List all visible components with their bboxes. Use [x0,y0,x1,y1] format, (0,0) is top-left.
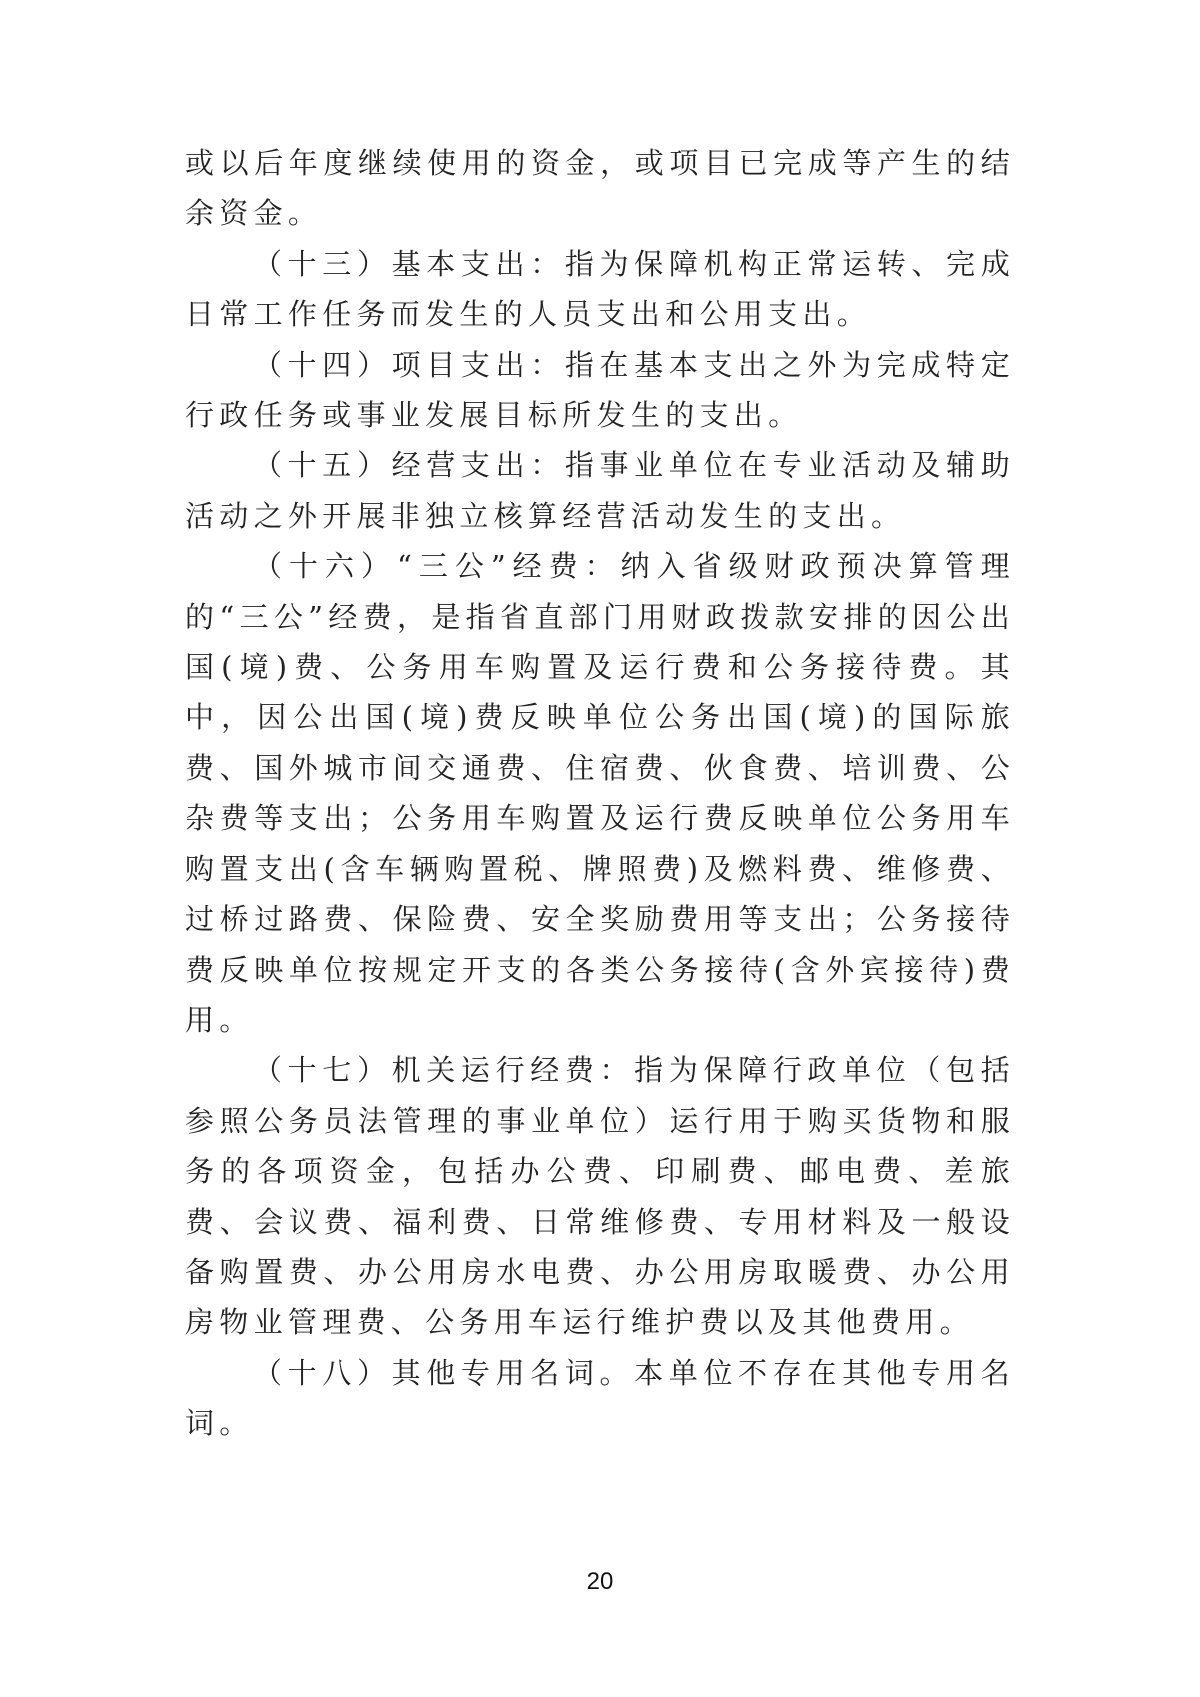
paragraph-agency-operating-funds: （十七）机关运行经费：指为保障行政单位（包括参照公务员法管理的事业单位）运行用于购买货物和服务的各项资金，包括办公费、印刷费、邮电费、差旅费、会议费、福利费、日常维修费、专用材料及一般设备购置费、办公用房水电费、办公用房取暖费、办公用房物业管理费、公务用车运行维护费以及其他费用。 [185,1053,1015,1340]
paragraph-other-terms: （十八）其他专用名词。本单位不存在其他专用名词。 [185,1355,1015,1441]
paragraph-continuation: 或以后年度继续使用的资金，或项目已完成等产生的结余资金。 [185,146,1015,231]
page-number: 20 [586,1568,614,1595]
paragraph-basic-expenditure: （十三）基本支出：指为保障机构正常运转、完成日常工作任务而发生的人员支出和公用支出。 [185,246,1015,332]
paragraph-three-public-expenses: （十六）“三公”经费：纳入省级财政预决算管理的“三公”经费，是指省直部门用财政拨款安排的因公出国(境)费、公务用车购置及运行费和公务接待费。其中，因公出国(境)费反映单位公务出国(境)的国际旅费、国外城市间交通费、住宿费、伙食费、培训费、公杂费等支出；公务用车购置及运行费反映单位公务用车购置支出(含车辆购置税、牌照费)及燃料费、维修费、过桥过路费、保险费、安全奖励费用等支出；公务接待费反映单位按规定开支的各类公务接待(含外宾接待)费用。 [185,549,1015,1037]
document-body [185,138,1015,1449]
paragraph-project-expenditure: （十四）项目支出：指在基本支出之外为完成特定行政任务或事业发展目标所发生的支出。 [185,347,1015,433]
paragraph-operating-expenditure: （十五）经营支出：指事业单位在专业活动及辅助活动之外开展非独立核算经营活动发生的支出。 [185,448,1015,533]
